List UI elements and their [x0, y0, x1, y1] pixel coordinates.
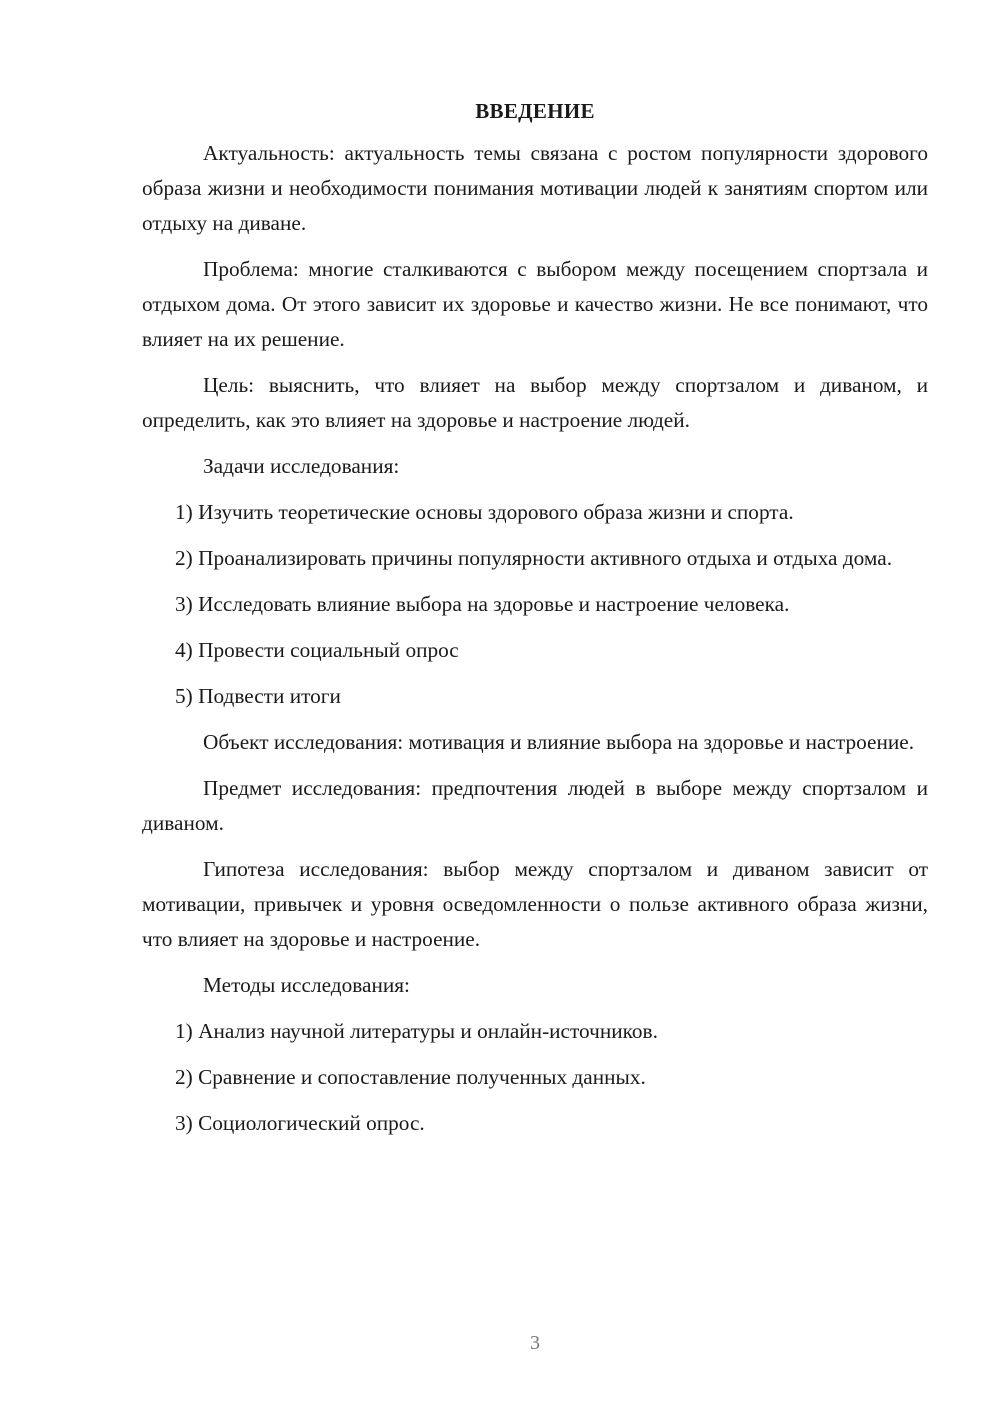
task-item: 4) Провести социальный опрос [175, 638, 459, 662]
problem-paragraph: Проблема: многие сталкиваются с выбором между посещением спортзала и отдыхом дома. От этого зависит их здоровье и качество жизни. Не все понимают, что влияет на их решение. [142, 257, 928, 351]
hypothesis-paragraph: Гипотеза исследования: выбор между спортзалом и диваном зависит от мотивации, привычек и уровня осведомленности о пользе активного образа жизни, что влияет на здоровье и настроение. [142, 857, 928, 951]
goal-paragraph: Цель: выяснить, что влияет на выбор между спортзалом и диваном, и определить, как это влияет на здоровье и настроение людей. [142, 373, 928, 432]
method-item: 1) Анализ научной литературы и онлайн-источников. [175, 1019, 658, 1043]
task-item: 2) Проанализировать причины популярности активного отдыха и отдыха дома. [175, 546, 893, 570]
page-title: ВВЕДЕНИЕ [475, 99, 595, 123]
method-item: 3) Социологический опрос. [175, 1111, 425, 1135]
methods-heading: Методы исследования: [203, 973, 410, 997]
method-item: 2) Сравнение и сопоставление полученных данных. [175, 1065, 646, 1089]
task-item: 5) Подвести итоги [175, 684, 341, 708]
tasks-heading: Задачи исследования: [203, 454, 400, 478]
page-number: 3 [530, 1332, 540, 1354]
task-item: 1) Изучить теоретические основы здорового образа жизни и спорта. [175, 500, 794, 524]
object-paragraph: Объект исследования: мотивация и влияние выбора на здоровье и настроение. [203, 730, 915, 754]
subject-paragraph: Предмет исследования: предпочтения людей в выборе между спортзалом и диваном. [142, 776, 928, 835]
task-item: 3) Исследовать влияние выбора на здоровье и настроение человека. [175, 592, 790, 616]
relevance-paragraph: Актуальность: актуальность темы связана с ростом популярности здорового образа жизни и необходимости понимания мотивации людей к занятиям спортом или отдыху на диване. [142, 141, 928, 235]
page-content [142, 94, 928, 1152]
